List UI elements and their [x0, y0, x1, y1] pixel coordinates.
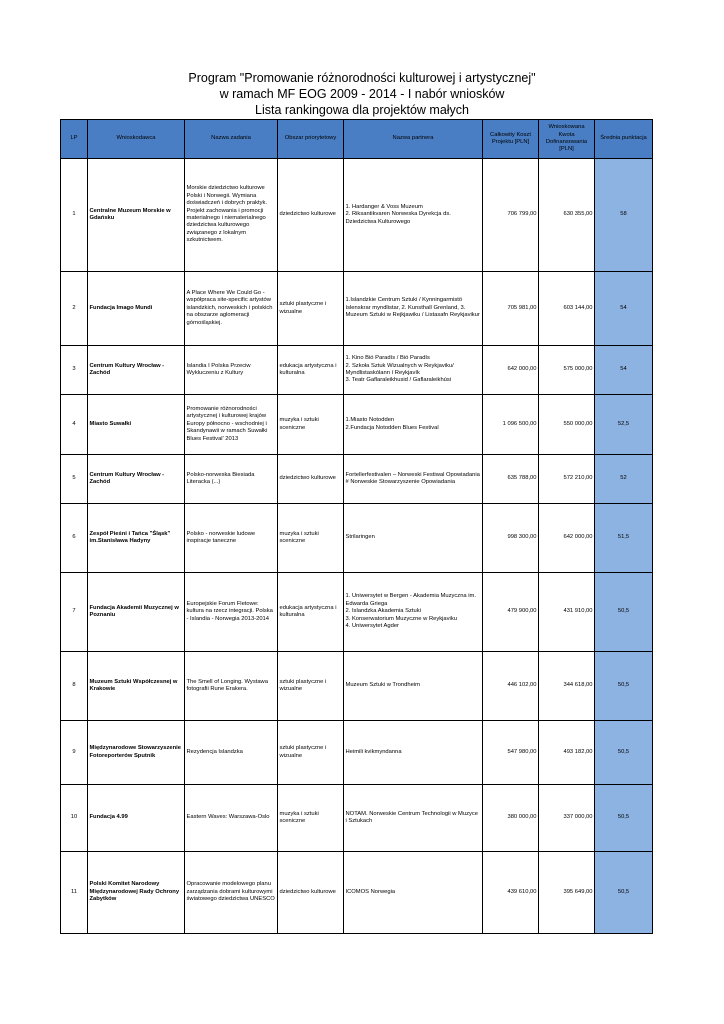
row-task: A Place Where We Could Go - współpraca site-specific artystów islandzkich, norweskich i polskich na obszarze aglomeracji górnośląskiej. [185, 272, 278, 346]
ranking-table [60, 119, 653, 934]
row-requested: 630 355,00 [539, 159, 595, 272]
row-lp: 5 [61, 455, 88, 504]
row-total: 446 102,00 [483, 652, 539, 721]
table-row [61, 346, 653, 395]
row-requested: 642 000,00 [539, 504, 595, 573]
row-partner [344, 346, 483, 395]
table-row [61, 504, 653, 573]
row-applicant: Centrum Kultury Wrocław - Zachód [88, 346, 185, 395]
row-task: Promowanie różnorodności artystycznej i kulturowej krajów Europy północno - wschodniej i Skandynawii w ramach Suwałki Blues Festival' 2013 [185, 395, 278, 455]
row-applicant: Międzynarodowe Stowarzyszenie Fotoreporterów Sputnik [88, 721, 185, 785]
row-area: sztuki plastyczne i wizualne [278, 272, 344, 346]
row-lp: 7 [61, 573, 88, 652]
row-applicant: Polski Komitet Narodowy Międzynarodowej Rady Ochrony Zabytków [88, 852, 185, 934]
row-area: muzyka i sztuki sceniczne [278, 504, 344, 573]
row-requested: 344 618,00 [539, 652, 595, 721]
row-partner [344, 159, 483, 272]
table-row [61, 785, 653, 852]
partner-line: Strilaringen [345, 534, 375, 541]
row-applicant: Miasto Suwałki [88, 395, 185, 455]
document-title [60, 70, 664, 118]
row-score: 50,5 [595, 785, 653, 852]
row-total: 380 000,00 [483, 785, 539, 852]
row-applicant: Zespół Pieśni i Tańca "Śląsk" im.Stanisława Hadyny [88, 504, 185, 573]
row-area: muzyka i sztuki sceniczne [278, 785, 344, 852]
row-total: 479 900,00 [483, 573, 539, 652]
row-total: 642 000,00 [483, 346, 539, 395]
row-score: 52 [595, 455, 653, 504]
partner-line: Muzeum Sztuki w Trondheim [345, 682, 420, 689]
row-task: Europejskie Forum Fletowe: kultura na rzecz integracji. Polska - Islandia - Norwegia 2013-2014 [185, 573, 278, 652]
row-score: 50,5 [595, 652, 653, 721]
row-partner [344, 785, 483, 852]
row-partner [344, 721, 483, 785]
partner-line: ICOMOS Norwegia [345, 888, 396, 895]
row-requested: 337 000,00 [539, 785, 595, 852]
table-header-row [61, 120, 653, 159]
row-score: 58 [595, 159, 653, 272]
partner-line: 1. Hardanger & Voss Muzeum [345, 203, 423, 210]
row-total: 547 980,00 [483, 721, 539, 785]
partner-line: NOTAM. Norweskie Centrum Technologii w Muzyce i Sztukach [345, 810, 479, 824]
row-requested: 395 649,00 [539, 852, 595, 934]
partner-line: 1.Miasto Notodden [345, 417, 395, 424]
row-requested: 572 210,00 [539, 455, 595, 504]
row-task: Islandia I Polska Przeciw Wykluczeniu z Kultury [185, 346, 278, 395]
table-row [61, 395, 653, 455]
partner-line: 2. Szkoła Sztuk Wizualnych w Reykjaviku/ Myndlistaskólann í Reykjavík [345, 362, 454, 376]
table-row [61, 455, 653, 504]
row-partner [344, 455, 483, 504]
col-header-lp: LP [61, 120, 88, 159]
row-area: dziedzictwo kulturowe [278, 852, 344, 934]
row-lp: 10 [61, 785, 88, 852]
row-task: Opracowanie modelowego planu zarządzania dobrami kulturowymi światowego dziedzictwa UNESCO [185, 852, 278, 934]
row-lp: 6 [61, 504, 88, 573]
row-score: 51,5 [595, 504, 653, 573]
row-task: Eastern Waves: Warszawa-Oslo [185, 785, 278, 852]
partner-line: 2. Islandzka Akademia Sztuki [345, 608, 421, 615]
row-total: 706 799,00 [483, 159, 539, 272]
row-total: 635 788,00 [483, 455, 539, 504]
table-row [61, 721, 653, 785]
row-total: 439 610,00 [483, 852, 539, 934]
row-task: Polsko - norweskie ludowe inspiracje taneczne [185, 504, 278, 573]
row-score: 50,5 [595, 721, 653, 785]
col-header-total: Całkowity Koszt Projektu [PLN] [483, 120, 539, 159]
table-row [61, 159, 653, 272]
row-applicant: Muzeum Sztuki Współczesnej w Krakowie [88, 652, 185, 721]
row-partner [344, 652, 483, 721]
row-requested: 575 000,00 [539, 346, 595, 395]
row-requested: 603 144,00 [539, 272, 595, 346]
row-area: dziedzictwo kulturowe [278, 455, 344, 504]
row-score: 52,5 [595, 395, 653, 455]
row-lp: 11 [61, 852, 88, 934]
partner-line: 2. Riksantikvaren Norweska Dyrekcja ds. Dziedzictwa Kulturowego [345, 211, 451, 225]
row-applicant: Fundacja Akademii Muzycznej w Poznaniu [88, 573, 185, 652]
partner-line: 3. Konserwatorium Muzyczne w Reykjaviku [345, 615, 457, 622]
row-area: sztuki plastyczne i wizualne [278, 721, 344, 785]
row-area: edukacja artystyczna i kulturalna [278, 573, 344, 652]
table-row [61, 272, 653, 346]
row-requested: 431 910,00 [539, 573, 595, 652]
partner-line: 3. Teatr Gaflaraleikhusid / Gaflaraleikhúsi [345, 377, 452, 384]
partner-line: 1. Uniwersytet w Bergen - Akademia Muzyczna im. Edwarda Griega [345, 593, 476, 607]
row-applicant: Fundacja 4.99 [88, 785, 185, 852]
row-total: 1 096 500,00 [483, 395, 539, 455]
title-line-1: Program "Promowanie różnorodności kulturowej i artystycznej" [188, 71, 536, 85]
partner-line: 4. Uniwersytet Agder [345, 623, 399, 630]
row-lp: 1 [61, 159, 88, 272]
col-header-score: Średnia punktacja [595, 120, 653, 159]
row-score: 54 [595, 272, 653, 346]
row-partner [344, 852, 483, 934]
row-area: sztuki plastyczne i wizualne [278, 652, 344, 721]
title-line-2: w ramach MF EOG 2009 - 2014 - I nabór wniosków [219, 87, 505, 101]
col-header-requested: Wnioskowana Kwota Dofinansowania [PLN] [539, 120, 595, 159]
partner-line: 1. Kino Bió Paradís / Bió Paradís [345, 355, 430, 362]
row-lp: 8 [61, 652, 88, 721]
row-area: edukacja artystyczna i kulturalna [278, 346, 344, 395]
row-lp: 9 [61, 721, 88, 785]
row-task: Polsko-norweska Biesiada Literacka (...) [185, 455, 278, 504]
row-total: 998 300,00 [483, 504, 539, 573]
table-row [61, 652, 653, 721]
row-task: The Smell of Longing. Wystawa fotografii Rune Erakera. [185, 652, 278, 721]
row-score: 50,5 [595, 573, 653, 652]
row-applicant: Fundacja Imago Mundi [88, 272, 185, 346]
row-task: Morskie dziedzictwo kulturowe Polski i Norwegii. Wymiana doświadczeń i dobrych praktyk. Projekt zachowania i promocji materialnego i niematerialnego dziedzictwa kulturowego związanego z lokalnym szkutnictwem. [185, 159, 278, 272]
row-partner [344, 504, 483, 573]
col-header-applicant: Wnioskodawca [88, 120, 185, 159]
row-requested: 550 000,00 [539, 395, 595, 455]
col-header-area: Obszar priorytetowy [278, 120, 344, 159]
table-row [61, 852, 653, 934]
row-total: 705 981,00 [483, 272, 539, 346]
row-task: Rezydencja Islandzka [185, 721, 278, 785]
row-partner [344, 573, 483, 652]
partner-line: Fortellerfestivalen – Norweski Festiwal Opowiadania # Norweskie Stowarzyszenie Opowiadania [345, 471, 480, 485]
row-partner [344, 395, 483, 455]
table-body [61, 159, 653, 934]
row-lp: 2 [61, 272, 88, 346]
row-area: muzyka i sztuki sceniczne [278, 395, 344, 455]
partner-line: 2.Fundacja Notodden Blues Festival [345, 424, 439, 431]
partner-line: Heimili kvikmyndanna [345, 748, 402, 755]
partner-line: 1.Islandzkie Centrum Sztuki / Kynningarmistö íslenskrar myndlistar, 2. Kunsthall Grenland, 3. Muzeum Sztuki w Rejkjawiku / Listasafn Reykjavikur [345, 297, 480, 319]
row-applicant: Centralne Muzeum Morskie w Gdańsku [88, 159, 185, 272]
row-area: dziedzictwo kulturowe [278, 159, 344, 272]
col-header-partner: Nazwa partnera [344, 120, 483, 159]
row-applicant: Centrum Kultury Wrocław - Zachód [88, 455, 185, 504]
row-score: 54 [595, 346, 653, 395]
col-header-task: Nazwa zadania [185, 120, 278, 159]
row-lp: 4 [61, 395, 88, 455]
row-requested: 493 182,00 [539, 721, 595, 785]
title-line-3: Lista rankingowa dla projektów małych [255, 103, 469, 117]
row-lp: 3 [61, 346, 88, 395]
row-partner [344, 272, 483, 346]
row-score: 50,5 [595, 852, 653, 934]
table-row [61, 573, 653, 652]
